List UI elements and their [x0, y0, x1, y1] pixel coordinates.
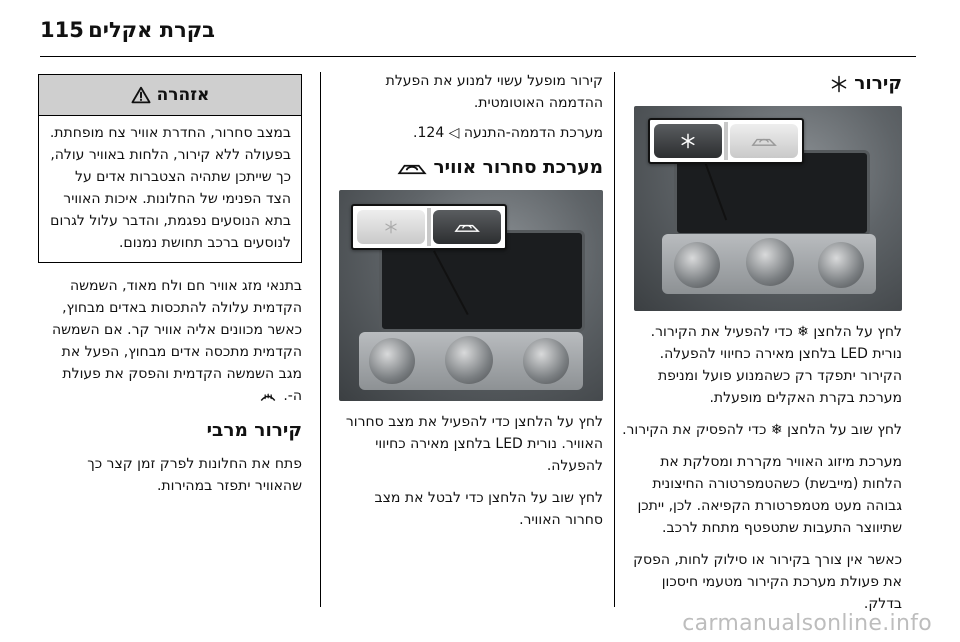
snowflake-icon — [384, 220, 398, 234]
ac-button — [654, 124, 722, 158]
header-divider — [40, 56, 916, 57]
paragraph-autostop: קירור מופעל עשוי למנוע את הפעלת ההדממה האוטומטית. — [385, 73, 603, 111]
section-heading-max-cooling: קירור מרבי — [206, 420, 302, 441]
paragraph-cooling-2: לחץ שוב על הלחצן ❄ כדי להפסיק את הקירור. — [622, 422, 902, 438]
watermark: carmanualsonline.info — [682, 611, 932, 636]
recirculation-button — [433, 210, 501, 244]
button-callout-cooling — [648, 118, 804, 164]
ac-button — [357, 210, 425, 244]
paragraph-recirculation-1: לחץ על הלחצן כדי להפעיל את מצב סחרור האוויר. נורית LED בלחצן מאירה כחיווי להפעלה. — [345, 414, 603, 474]
fan-knob — [369, 338, 415, 384]
temperature-knob — [746, 238, 794, 286]
dashboard-photo-cooling — [634, 106, 902, 311]
warning-box — [38, 74, 302, 263]
page-number: 115 — [40, 18, 84, 42]
dashboard-photo-recirculation — [339, 190, 603, 401]
button-callout-recirculation — [351, 204, 507, 250]
air-distribution-knob — [818, 242, 864, 288]
paragraph-cooling-1: לחץ על הלחצן ❄ כדי להפעיל את הקירור. נורית LED בלחצן מאירה כחיווי להפעלה. הקירור יתפקד רק כשהמנוע פועל ומניפת מערכת בקרת האקלים מופעלת. — [650, 324, 902, 406]
temperature-knob — [445, 336, 493, 384]
rear-window-heater-icon — [259, 389, 277, 403]
warning-triangle-icon — [131, 86, 151, 104]
fan-knob — [674, 242, 720, 288]
recirculation-button — [730, 124, 798, 158]
warning-header: אזהרה — [39, 75, 301, 116]
paragraph-cooling-4: כאשר אין צורך בקירור או סילוק לחות, הפסק את פעולת מערכת הקירור מטעמי חיסכון בדלק. — [633, 552, 902, 612]
column-divider-right — [614, 72, 615, 607]
snowflake-icon — [680, 133, 696, 149]
paragraph-max-cooling: פתח את החלונות לפרק זמן קצר כך שהאוויר יתפזר במהירות. — [87, 456, 302, 494]
paragraph-stop-start-ref: מערכת הדממה-התנעה ◁ 124. — [413, 125, 603, 141]
page-header — [0, 0, 960, 60]
recirculation-icon — [453, 220, 481, 234]
snowflake-icon — [830, 75, 848, 93]
column-left — [40, 74, 302, 507]
paragraph-cooling-3: מערכת מיזוג האוויר מקררת ומסלקת את הלחות (מייבשת) כשהטמפרטורה החיצונית גבוהה מעט מטמפרטורת הקפיאה. לכן, ייתכן שתיווצר התעבות שתטפטף מתחת לרכב. — [637, 454, 902, 536]
paragraph-fogging: בתנאי מזג אוויר חם ולח מאוד, השמשה הקדמית עלולה להתכסות באדים מבחוץ, כאשר מכוונים אליה אוויר קר. אם השמשה הקדמית מתכסה אדים מבחוץ, הפעל את מגב השמשה הקדמית והפסק את פעולת ה-. — [51, 278, 302, 404]
column-right — [622, 70, 902, 625]
section-heading-recirculation: מערכת סחרור אוויר — [333, 154, 603, 182]
air-distribution-knob — [523, 338, 569, 384]
recirculation-icon — [397, 160, 427, 176]
column-divider-left — [320, 72, 321, 607]
column-middle — [333, 70, 603, 541]
warning-text: במצב סחרור, החדרת אוויר צח מופחתת. בפעולה ללא קירור, הלחות באוויר עולה, כך שייתכן שתהיה הצטברות אדים על הצד הפנימי של החלונות. איכות האוויר בתא הנוסעים נפגמת, והדבר עלול לגרום לנוסעים ברכב תחושת נמנום. — [49, 125, 291, 251]
recirculation-icon — [750, 134, 778, 148]
page-title: בקרת אקלים — [88, 18, 215, 42]
paragraph-recirculation-2: לחץ שוב על הלחצן כדי לבטל את מצב סחרור האוויר. — [374, 490, 603, 528]
section-heading-cooling: קירור — [622, 70, 902, 98]
